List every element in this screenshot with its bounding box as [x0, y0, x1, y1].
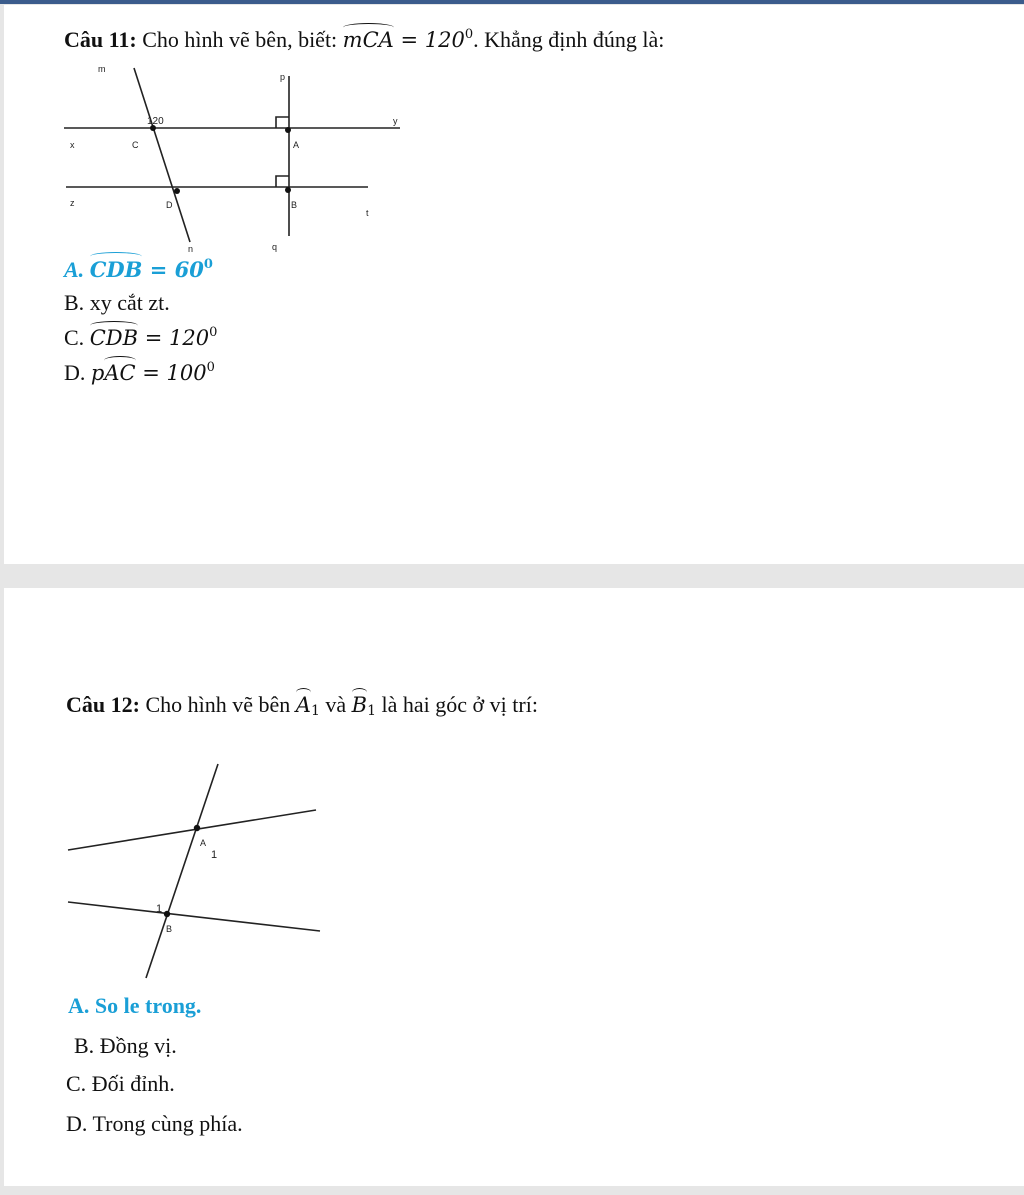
question-11-prompt: . Khẳng định đúng là:: [473, 27, 665, 52]
line-through-a: [68, 810, 316, 850]
q11-option-d-prefix: p: [90, 361, 105, 385]
point-a: [194, 825, 200, 831]
question-12-prompt: là hai góc ở vị trí:: [381, 692, 538, 717]
question-12-figure: [64, 760, 364, 990]
label-n: n: [188, 244, 194, 254]
question-11-label: Câu 11:: [64, 27, 137, 52]
label-y: y: [393, 116, 398, 126]
line-mn: [134, 68, 190, 242]
q12-option-c-text: Đối đỉnh.: [91, 1071, 175, 1096]
label-d: D: [166, 200, 173, 210]
angle-a1-name: A: [295, 693, 311, 717]
label-z: z: [70, 198, 75, 208]
right-angle-b: [276, 176, 289, 187]
given-angle-name: mCA: [342, 28, 394, 52]
point-a: [285, 127, 291, 133]
transversal-line: [146, 764, 218, 978]
given-angle-value: = 120: [400, 28, 465, 52]
q11-option-a-degree: 0: [203, 257, 213, 272]
label-b: B: [291, 200, 298, 210]
question-11-card: [4, 5, 1024, 564]
label-a: A: [200, 838, 207, 848]
q12-option-d-text: Trong cùng phía.: [92, 1111, 243, 1136]
q11-option-a[interactable]: [64, 257, 213, 283]
q12-option-b-letter: B.: [74, 1033, 95, 1058]
label-c: C: [132, 140, 139, 150]
question-11-figure: [60, 60, 420, 265]
given-angle-expression: [343, 28, 473, 52]
line-through-b: [68, 902, 320, 931]
q11-option-b[interactable]: [64, 290, 170, 316]
question-12-label: Câu 12:: [66, 692, 140, 717]
q11-option-d[interactable]: [64, 360, 215, 386]
angle-b1-name: B: [351, 693, 368, 717]
q11-option-d-value: = 100: [142, 361, 207, 385]
question-12-card: [4, 588, 1024, 1186]
angle-a1: [296, 693, 320, 717]
q11-option-a-letter: A.: [64, 257, 85, 282]
q12-option-d[interactable]: [66, 1111, 243, 1137]
q11-option-a-value: = 60: [149, 257, 204, 282]
angle-b1-sub: 1: [367, 703, 376, 719]
q12-option-b-text: Đồng vị.: [99, 1033, 177, 1058]
q12-option-d-letter: D.: [66, 1111, 88, 1136]
label-t: t: [366, 208, 369, 218]
question-11-text: Cho hình vẽ bên, biết:: [142, 27, 338, 52]
label-b-index: 1: [156, 903, 163, 915]
q11-option-b-letter: B.: [64, 290, 85, 315]
label-x: x: [70, 140, 75, 150]
angle-a1-sub: 1: [310, 703, 320, 719]
q11-option-d-angle: AC: [104, 361, 136, 385]
question-11-stem: [64, 27, 664, 53]
q11-option-d-math: [91, 361, 215, 385]
q11-option-c-letter: C.: [64, 325, 85, 350]
label-m: m: [98, 64, 106, 74]
given-angle-degree: 0: [464, 27, 474, 42]
point-b: [164, 911, 170, 917]
point-b: [285, 187, 291, 193]
label-a: A: [293, 140, 300, 150]
q12-option-a-letter: A.: [68, 993, 90, 1018]
question-12-text: Cho hình vẽ bên: [145, 692, 291, 717]
label-a-index: 1: [211, 849, 218, 861]
label-b: B: [166, 924, 173, 934]
q11-option-c[interactable]: [64, 325, 217, 351]
q11-option-a-math: [90, 257, 213, 282]
q12-option-c-letter: C.: [66, 1071, 87, 1096]
q11-option-b-text: xy cắt zt.: [89, 290, 170, 315]
q11-option-c-value: = 120: [144, 326, 210, 350]
q11-option-c-math: [90, 326, 218, 350]
q11-option-c-degree: 0: [209, 325, 218, 340]
label-p: p: [280, 72, 286, 82]
q12-option-a[interactable]: [68, 993, 201, 1019]
q11-option-a-angle: CDB: [89, 257, 143, 282]
angle-b1: [352, 693, 376, 717]
point-d: [174, 188, 180, 194]
q11-option-d-degree: 0: [206, 360, 215, 375]
question-12-stem: [66, 692, 538, 719]
question-12-conjunction: và: [325, 692, 347, 717]
q12-option-a-text: So le trong.: [94, 993, 202, 1018]
top-window-bar: [0, 0, 1024, 4]
q12-option-c[interactable]: [66, 1071, 175, 1097]
right-angle-a: [276, 117, 289, 128]
label-angle-120: 120: [147, 116, 164, 127]
label-q: q: [272, 242, 278, 252]
q11-option-d-letter: D.: [64, 360, 86, 385]
q11-option-c-angle: CDB: [89, 326, 139, 350]
q12-option-b[interactable]: [74, 1033, 177, 1059]
